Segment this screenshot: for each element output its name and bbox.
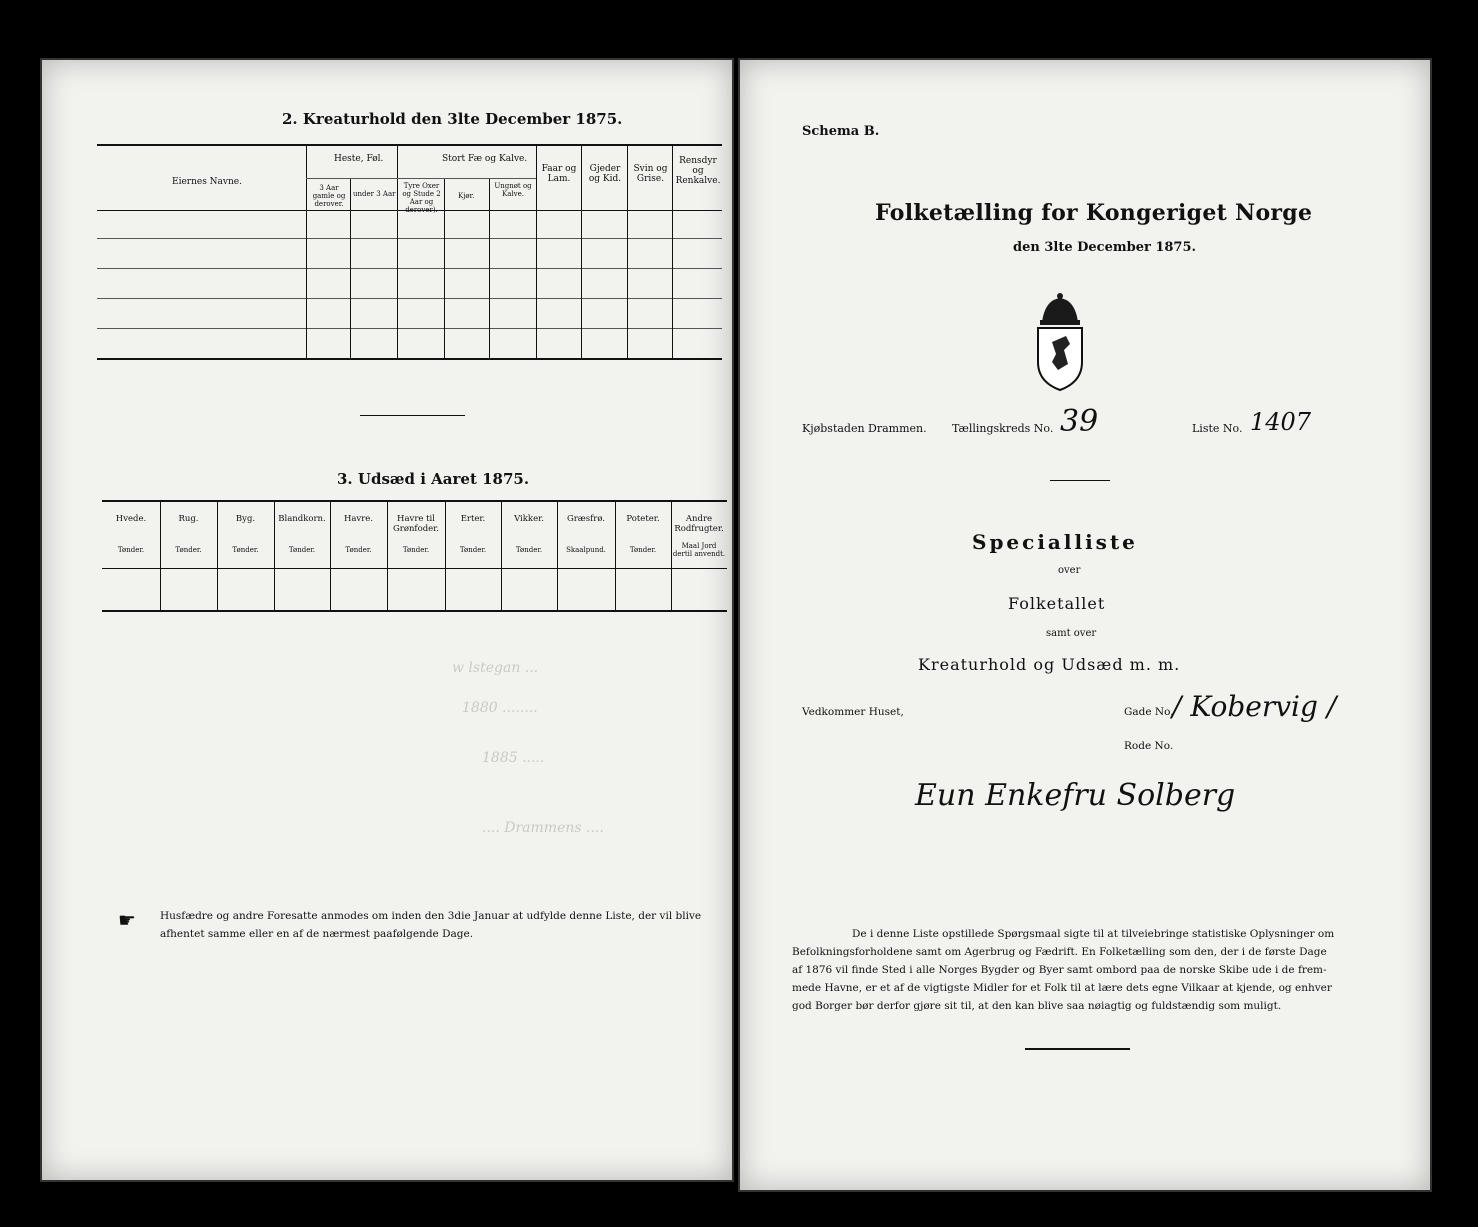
udsaed-col-name: Havre til Grønfoder. [392,514,439,534]
udsaed-col-unit: Tønder. [345,546,372,554]
col-tyre: Tyre Oxer og Stude 2 Aar og derover). [402,182,441,214]
para-line-5: god Borger bør derfor gjøre sit til, at den kan blive saa nøiagtig og fuldstændig som muligt. [792,1000,1282,1012]
col-rensdyr: Rensdyr og Renkalve. [675,156,721,186]
udsaed-col-unit: Tønder. [117,546,145,554]
udsaed-col-name: Havre. [343,514,374,524]
udsaed-col-unit: Tønder. [629,546,657,554]
section3-title: 3. Udsæd i Aaret 1875. [337,470,530,488]
udsaed-col-unit: Tønder. [402,546,430,554]
rode-label: Rode No. [1124,740,1174,752]
udsaed-col-unit: Tønder. [232,546,259,554]
samt-over: samt over [1046,628,1097,639]
col-owner-names: Eiernes Navne. [172,177,242,187]
udsaed-col-unit: Tønder. [515,546,543,554]
divider [360,415,465,416]
divider-right [1050,480,1110,481]
left-page: 2. Kreaturhold den 3lte December 1875. Eiernes Navne. Heste, Føl. 3 Aar gamle og derover. under 3 Aar Stort Fæ og Kalve. Tyre Oxer og Stude 2 Aar og derover). Kjør. Ungnøt og Kalve. Faar og Lam. Gjeder og Kid. Svin og Grise. Rensdyr og Renkalve. 3. Udsæd i Aaret 1875. Hvede. Tønder. Rug. Tønder. Byg. Tønder. Blandkorn. Tønder. Havre. Tønder. Havre til Grønfoder. Tønder. Erter. Tønder. Vikker. Tønder. Græsfrø. Skaalpund. Poteter. Tønder. Andre Rodfrugter. Maal Jord dertil anvendt. w lstegan ... 1880 ........ 1885 ..... .... Drammens .... ☛ Husfædre og andre Foresatte anmodes om inden den 3die Januar at udfylde denne Liste, der vil blive afhentet samme eller en af de nærmest paafølgende Dage. [40,58,734,1182]
para-line-2: Befolkningsforholdene samt om Agerbrug og Fædrift. En Folketælling som den, der i de første Dage [792,946,1327,958]
kreaturhold-udsaed: Kreaturhold og Udsæd m. m. [918,655,1181,674]
col-stort-fae: Stort Fæ og Kalve. [442,154,528,164]
col-heste: Heste, Føl. [334,154,384,164]
udsaed-col-name: Vikker. [514,514,544,524]
udsaed-col-unit: Skaalpund. [566,546,606,554]
main-title: Folketælling for Kongeriget Norge [875,200,1313,226]
udsaed-col-unit: Tønder. [175,546,202,554]
liste-label: Liste No. [1192,422,1243,435]
para-line-3: af 1876 vil finde Sted i alle Norges Bygder og Byer samt ombord paa de norske Skibe ude i de frem- [792,964,1327,976]
table3-bottom-rule [102,610,727,612]
tellingskreds-value: 39 [1060,404,1099,439]
gade-label: Gade No. [1124,706,1174,718]
main-subtitle: den 3lte December 1875. [1013,240,1197,255]
table2-bottom-rule [97,358,722,360]
col-heste-under3: under 3 Aar [353,190,396,198]
table3-header-rule [102,568,727,569]
col-svin: Svin og Grise. [633,164,668,184]
udsaed-col-name: Andre Rodfrugter. [674,514,724,534]
specialliste-heading: Specialliste [972,530,1138,554]
udsaed-col-name: Hvede. [115,514,147,524]
tellingskreds-label: Tællingskreds No. [952,422,1054,435]
udsaed-col-name: Poteter. [626,514,660,524]
col-faar: Faar og Lam. [541,164,577,184]
udsaed-col-unit: Maal Jord dertil anvendt. [672,542,726,558]
vedkommer-label: Vedkommer Huset, [802,706,904,718]
col-ungnot: Ungnøt og Kalve. [494,182,532,198]
coat-of-arms-icon [1030,292,1090,392]
notice-line-1: Husfædre og andre Foresatte anmodes om inden den 3die Januar at udfylde denne Liste, der vil blive [160,910,702,922]
occupant-name: Eun Enkefru Solberg [915,778,1236,813]
udsaed-col-name: Erter. [460,514,486,524]
udsaed-col-name: Blandkorn. [278,514,326,524]
liste-value: 1407 [1250,408,1312,436]
col-kjor: Kjør. [458,192,475,200]
udsaed-col-unit: Tønder. [459,546,487,554]
table2-top-rule [97,144,722,146]
over-1: over [1058,565,1081,576]
right-page [738,58,1432,1192]
para-line-4: mede Havne, er et af de vigtigste Midler for et Folk til at lære dets egne Vilkaar at kjende, og enhver [792,982,1332,994]
udsaed-col-name: Rug. [178,514,199,524]
section2-title: 2. Kreaturhold den 3lte December 1875. [282,110,623,128]
pointing-hand-icon: ☛ [118,908,136,932]
folketallet: Folketallet [1008,594,1106,613]
gade-value: / Kobervig / [1172,690,1337,723]
udsaed-col-name: Græsfrø. [566,514,606,524]
divider-bottom [1025,1048,1130,1050]
notice-line-2: afhentet samme eller en af de nærmest paafølgende Dage. [160,928,474,940]
udsaed-col-unit: Tønder. [288,546,316,554]
col-gjeder: Gjeder og Kid. [588,164,622,184]
udsaed-col-name: Byg. [235,514,256,524]
col-heste-3aar: 3 Aar gamle og derover. [312,184,346,208]
para-line-1: De i denne Liste opstillede Spørgsmaal sigte til at tilveiebringe statistiske Oplysninger om [852,928,1335,940]
schema-label: Schema B. [802,124,880,139]
kjobstad-label: Kjøbstaden Drammen. [802,422,927,435]
table3-top-rule [102,500,727,502]
